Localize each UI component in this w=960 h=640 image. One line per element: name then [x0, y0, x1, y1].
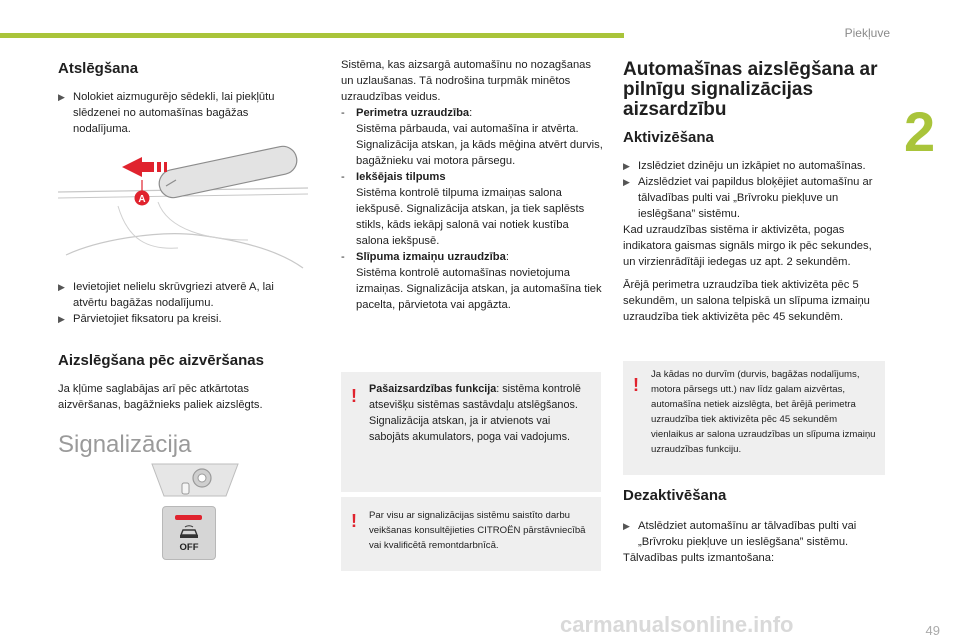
page-number: 49 [925, 623, 940, 638]
bullet-text: Nolokiet aizmugurējo sēdekli, lai piekļūtu slēdzenei no automašīnas bagāžas nodalījuma. [73, 91, 275, 135]
aktivizesana-para-1: Kad uzraudzības sistēma ir aktivizēta, pogas indikatora gaismas signāls mirgo ik pēc sekundes, un virzienrādītāji iedegas uz apt. 2 sekundēm. [623, 224, 872, 268]
note-citroen-service [341, 497, 601, 571]
warning-icon: ! [633, 375, 639, 395]
alarm-intro: Sistēma, kas aizsargā automašīnu no nozagšanas un uzlaušanas. Tā nodrošina turpmāk minētos uzraudzības veidus. [341, 59, 591, 103]
item-text: Sistēma kontrolē tilpuma izmaiņas salona iekšpusē. Signalizācija atskan, ja tiek saplēsts stikls, kāds iekāpj salonā vai notiek kustība salona iekšpusē. [356, 187, 585, 247]
bullet-text: Atslēdziet automašīnu ar tālvadības pulti vai „Brīvroku piekļuve un ieslēgšana” sistēmu. [638, 520, 857, 548]
monitoring-item-tilt: - Slīpuma izmaiņu uzraudzība: Sistēma kontrolē automašīnas novietojuma izmaiņas. Signalizācija atskan, ja automašīna tiek pacelta, pārvietota vai apgāzta. [341, 251, 602, 311]
callout-a-label: A [138, 194, 146, 205]
watermark: carmanualsonline.info [560, 612, 794, 637]
monitoring-item-perimeter: - Perimetra uzraudzība: Sistēma pārbauda, vai automašīna ir atvērta. Signalizācija atskan, ja kāds mēģina atvērt durvis, bagāžnieku vai motora pārsegu. [341, 107, 603, 167]
note-self-protection-text [369, 381, 593, 445]
note-doors-open-text: Ja kādas no durvīm (durvis, bagāžas nodalījums, motora pārsegs utt.) nav līdz galam aizvērtas, automašīna netiek aizslēgta, bet ārējā perimetra uzraudzība tiek aktivizēta pēc 45 sekundēm vienlaikus ar salona uzraudzības un slīpuma izmaiņu uzraudzības funkciju. [651, 369, 876, 455]
bullet-lock-remote [623, 174, 885, 222]
column-1-lower [58, 279, 308, 459]
section-label: Piekļuve [844, 26, 890, 40]
column-3 [623, 60, 885, 325]
alarm-off-label: OFF [179, 542, 199, 553]
heading-aizslegsana: Aizslēgšana pēc aizvēršanas [58, 352, 264, 369]
item-text: Sistēma pārbauda, vai automašīna ir atvērta. Signalizācija atskan, ja kāds mēģina atvērt durvis, bagāžnieku vai motora pārsegu. [356, 123, 603, 167]
bullet-move-latch [58, 311, 308, 327]
note-bold: Pašaizsardzības funkcija [369, 383, 497, 395]
car-alarm-icon [178, 524, 200, 540]
column-2 [341, 57, 603, 313]
header-accent-bar [0, 33, 624, 38]
bullet-arrow-icon: ▶ [623, 161, 630, 171]
bullet-text: Izslēdziet dzinēju un izkāpiet no automašīnas. [638, 160, 866, 172]
note-doors-open [623, 361, 885, 475]
chapter-number: 2 [904, 100, 936, 163]
bullet-text: Ievietojiet nelielu skrūvgriezi atverē A, lai atvērtu bagāžas nodalījumu. [73, 281, 274, 309]
trunk-lock-illustration [58, 140, 308, 270]
aizslegsana-text: Ja kļūme saglabājas arī pēc atkārtotas aizvēršanas, bagāžnieks paliek aizslēgts. [58, 383, 263, 411]
arrow-left-icon [122, 157, 167, 177]
heading-signalizacija: Signalizācija [58, 431, 192, 458]
column-1 [58, 60, 308, 137]
note-text: : sistēma kontrolē atsevišķu sistēmas sastāvdaļu atslēgšanos. Signalizācija atskan, ja ir atvienots vai sabojāts akumulators, poga vai vadojums. [369, 383, 581, 443]
bullet-arrow-icon: ▶ [58, 92, 65, 102]
heading-full-alarm: Automašīnas aizslēgšana ar pilnīgu signalizācijas aizsardzību [623, 59, 878, 120]
heading-atslegsana: Atslēgšana [58, 60, 139, 77]
warning-icon: ! [351, 511, 357, 531]
bullet-switch-off [623, 158, 885, 174]
interior-sensor-illustration [150, 458, 240, 500]
heading-aktivizesana: Aktivizēšana [623, 129, 714, 146]
bullet-fold-seat [58, 89, 308, 137]
alarm-off-button[interactable] [162, 506, 216, 560]
aktivizesana-para-2: Ārējā perimetra uzraudzība tiek aktivizēta pēc 5 sekundēm, un salona telpiskā un slīpuma izmaiņu uzraudzība tiek aktivizēta pēc 45 sekundēm. [623, 279, 870, 323]
heading-dezaktivesana: Dezaktivēšana [623, 487, 727, 504]
dezaktivesana-para-1: Tālvadības pults izmantošana: [623, 552, 775, 564]
item-text: Sistēma kontrolē automašīnas novietojuma izmaiņas. Signalizācija atskan, ja automašīna tiek pacelta, pārvietota vai apgāzta. [356, 267, 602, 311]
item-title: Iekšējais tilpums [356, 171, 446, 183]
warning-icon: ! [351, 386, 357, 406]
item-title: Slīpuma izmaiņu uzraudzība [356, 251, 506, 263]
bullet-arrow-icon: ▶ [623, 521, 630, 531]
bullet-text: Aizslēdziet vai papildus bloķējiet automašīnu ar tālvadības pulti vai „Brīvroku piekļuve un ieslēgšana” sistēmu. [638, 176, 873, 220]
bullet-text: Pārvietojiet fiksatoru pa kreisi. [73, 313, 222, 325]
bullet-unlock-remote [623, 518, 885, 550]
alarm-indicator-light [175, 515, 202, 520]
bullet-arrow-icon: ▶ [623, 177, 630, 187]
monitoring-item-volumetric: - Iekšējais tilpums Sistēma kontrolē tilpuma izmaiņas salona iekšpusē. Signalizācija atskan, ja tiek saplēsts stikls, kāds iekāpj salonā vai notiek kustība salona iekšpusē. [341, 169, 603, 249]
bullet-arrow-icon: ▶ [58, 282, 65, 292]
bullet-arrow-icon: ▶ [58, 314, 65, 324]
item-title: Perimetra uzraudzība [356, 107, 470, 119]
note-self-protection [341, 372, 601, 492]
column-3-lower [623, 487, 885, 566]
bullet-insert-screwdriver [58, 279, 308, 311]
note-citroen-service-text: Par visu ar signalizācijas sistēmu saistīto darbu veikšanas konsultējieties CITROËN pārstāvniecībā vai kvalificētā remontdarbnīcā. [369, 510, 586, 551]
